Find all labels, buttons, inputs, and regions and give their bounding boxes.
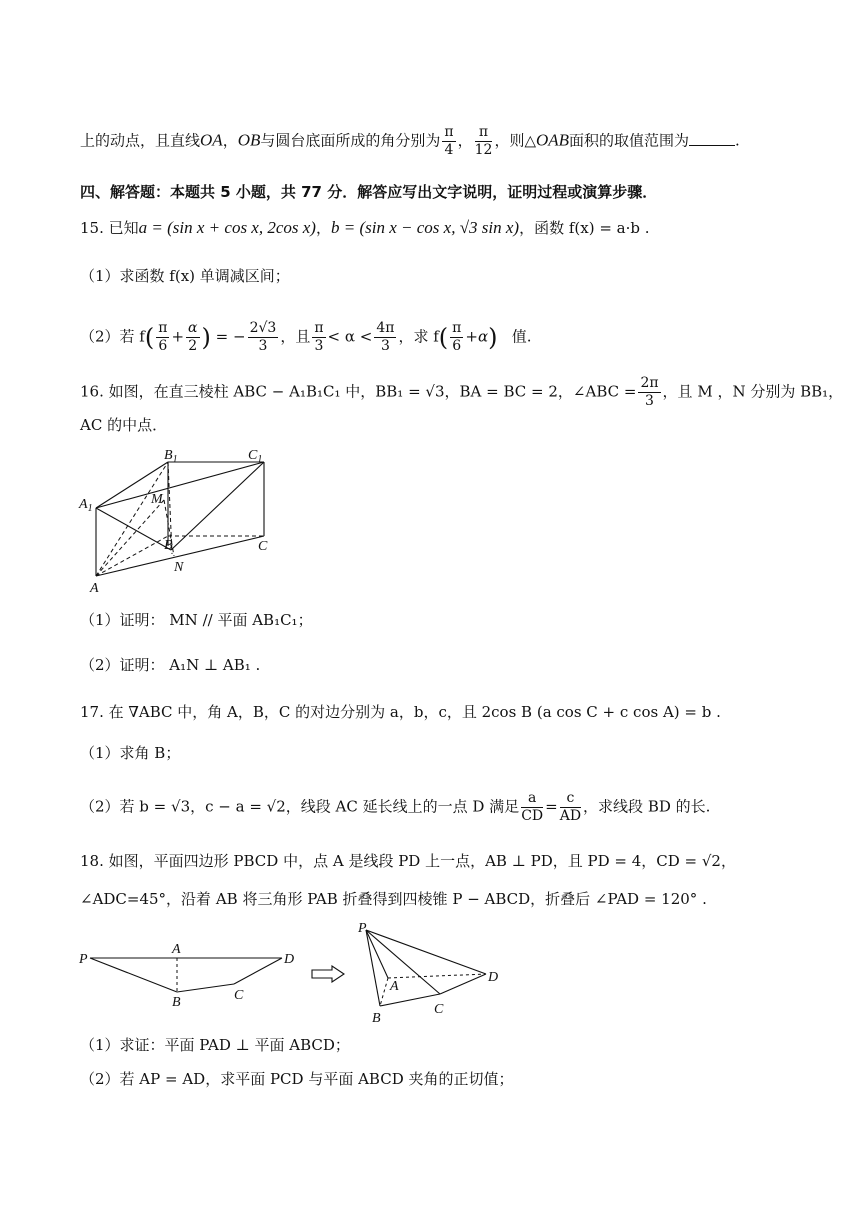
q15-lt: < α < [327,327,373,346]
q16-statement [80,375,843,410]
q16-line2: AC 的中点． [80,416,168,434]
q15-value: 值. [511,327,532,346]
q14-text3: ，则△ [494,131,536,150]
q17-number: 17. [80,703,104,721]
q15-p2-text: （2）若 f [80,327,145,346]
q14-oa: OA [200,130,223,150]
q15-intro: 已知 [108,219,139,237]
q15-vector-a: a = (sin x + cos x, 2cos x) [138,218,316,237]
q14-frac-pi-12: $\frac{\pi}{12}$ [474,124,493,158]
pyr-label-A: A [390,979,399,994]
label-A1: $A_1$ [79,497,93,514]
q17-p2-end: ，求线段 BD 的长. [583,797,711,816]
fold-figure-pyramid [350,918,510,1028]
q16-text: 如图，在直三棱柱 ABC − A₁B₁C₁ 中，BB₁ = √3，BA = BC = 2，∠ABC = [108,382,637,401]
q15-frac-pi6b: $\frac{\pi}{6}$ [452,320,462,354]
q18-part2: （2）若 AP = AD，求平面 PCD 与平面 ABCD 夹角的正切值； [80,1070,514,1088]
q17-part2 [80,790,710,825]
q18-line2: ∠ADC=45°，沿着 AB 将三角形 PAB 折叠得到四棱锥 P − ABCD，折叠后 ∠PAD = 120° . [80,890,707,908]
q15-frac-pi6: $\frac{\pi}{6}$ [158,320,168,354]
q14-frac-pi-4: $\frac{\pi}{4}$ [444,124,454,158]
q18-number: 18. [80,852,104,870]
label-M: M [151,492,163,507]
label-B1: $B_1$ [164,448,178,465]
q17-frac-a-cd: $\frac{a}{CD}$ [521,790,544,824]
q15-frac-pi3: $\frac{\pi}{3}$ [314,320,324,354]
label-N: N [174,560,184,575]
q14-end: . [735,131,740,150]
q15-vector-b: b = (sin x − cos x, √3 sin x) [331,218,520,237]
flat-label-D: D [284,952,295,967]
q15-and: ，且 [280,327,311,346]
q14-text2: 与圆台底面所成的角分别为 [260,131,441,150]
q15-part1: （1）求函数 f(x) 单调减区间； [80,267,290,285]
q15-part2: （2）若 f( $\frac{\pi}{6}$ + $\frac{\alpha}{2}$ ) = − $\frac{2√3}{3}$ ，且 $\frac{\pi}{3}$ < α < $\frac{4\pi}{3}$ ，求 f( $\frac{\pi}{6}$ +α) 值. [80,320,532,354]
q17-eq: = [545,797,558,816]
q18-statement [80,850,736,872]
q15-find: ，求 f [398,327,439,346]
q17-statement [80,701,721,723]
q17-part1: （1）求角 B； [80,744,181,762]
q16-text-b: ，且 M ，N 分别为 BB₁， [662,382,844,401]
q15-statement: 15. 已知a = (sin x + cos x, 2cos x)，b = (sin x − cos x, √3 sin x)，函数 f(x) = a·b . [80,218,650,237]
pyr-label-B: B [372,1011,381,1026]
prism-figure [76,446,286,598]
q14-sep: ， [222,131,238,150]
pyr-label-C: C [434,1002,444,1017]
q14-text4: 面积的取值范围为 [569,131,690,150]
label-B: B [164,538,173,553]
pyr-label-P: P [358,921,367,936]
q18-text: 如图，平面四边形 PBCD 中，点 A 是线段 PD 上一点，AB ⊥ PD，且 PD = 4，CD = √2， [108,852,736,870]
q16-part2: （2）证明： A₁N ⊥ AB₁ . [80,656,261,674]
flat-label-B: B [172,995,181,1010]
q15-frac-4pi3: $\frac{4\pi}{3}$ [376,320,395,354]
q16-number: 16. [80,382,104,401]
q14-oab: OAB [535,130,570,150]
q14-sep2: ， [457,131,473,150]
q18-part1: （1）求证：平面 PAD ⊥ 平面 ABCD； [80,1036,350,1054]
fold-figure-flat [76,938,306,1010]
q14-text: 上的动点，且直线 [80,131,201,150]
flat-label-P: P [79,952,88,967]
section-heading: 四、解答题：本题共 5 小题，共 77 分．解答应写出文字说明，证明过程或演算步骤． [80,183,658,201]
flat-label-C: C [234,988,244,1003]
label-A: A [90,581,99,596]
q15-function: ，函数 f(x) = a·b . [519,219,650,237]
q15-eq: = − [215,327,246,346]
q14-tail-line [80,124,740,159]
q16-part1: （1）证明： MN // 平面 AB₁C₁； [80,611,313,629]
q15-number: 15. [80,219,104,237]
q15-frac-2sqrt3: $\frac{2√3}{3}$ [249,320,277,354]
answer-blank [689,131,735,146]
q14-ob: OB [237,130,261,150]
label-C1: $C_1$ [248,448,263,465]
pyr-label-D: D [488,970,499,985]
flat-label-A: A [172,942,181,957]
q17-text: 在 ∇ABC 中，角 A，B，C 的对边分别为 a，b，c，且 2cos B (a cos C + c cos A) = b . [108,703,721,721]
q15-frac-a2: $\frac{\alpha}{2}$ [188,320,198,354]
arrow-icon [310,965,346,983]
q17-frac-c-ad: $\frac{c}{AD}$ [559,790,582,824]
q17-p2-text: （2）若 b = √3，c − a = √2，线段 AC 延长线上的一点 D 满足 [80,797,520,816]
q16-frac-2pi3: $\frac{2\pi}{3}$ [640,375,659,409]
label-C: C [258,539,268,554]
